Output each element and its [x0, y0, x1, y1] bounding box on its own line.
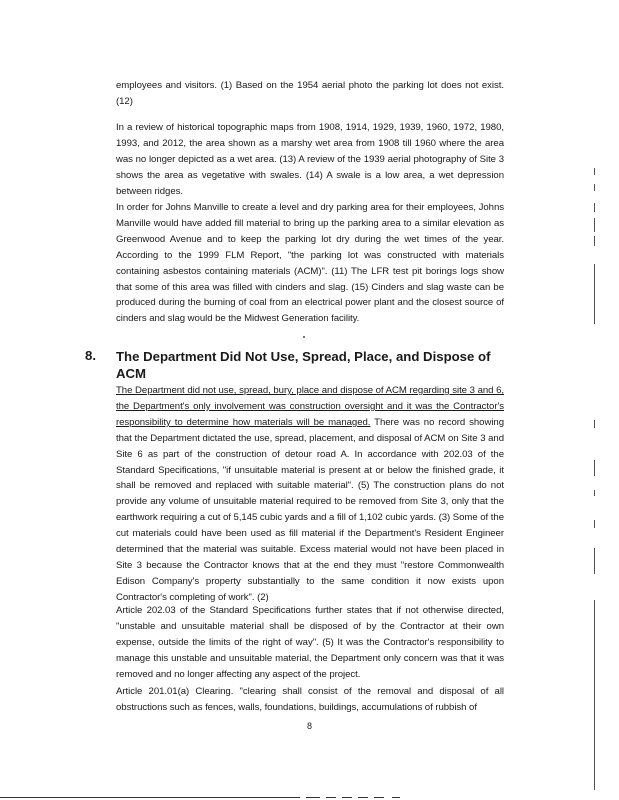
paragraph-johns-manville-fill: In order for Johns Manville to create a level and dry parking area for their employees, Johns Manville would have added fill material to bring up the parking area to a similar elevation as Greenwood Avenue and to keep the parking lot dry during the wet times of the year. According to the 1999 FLM Report, "the parking lot was constructed with materials containing asbestos containing materials (ACM)". (11) The LFR test pit borings logs show that some of this area was filled with cinders and slag. (15) Cinders and slag waste can be produced during the burning of coal from an electrical power plant and the closest source of cinders and slag would be the Midwest Generation facility.	[116, 202, 504, 325]
paragraph-department-role-text: There was no record showing that the Department dictated the use, spread, placement, and disposal of ACM on Site 3 and Site 6 as part of the construction of detour road A. In accordance with 202.03 of the Standard Specifications, "if unsuitable material is present at or below the finished grade, it shall be removed and replaced with suitable material". (5) The construction plans do not provide any volume of unsuitable material required to be removed from Site 3, only that the earthwork requiring a cut of 5,145 cubic yards and a fill of 1,102 cubic yards. (3) Some of the cut materials could have been used as fill material if the Department's Resident Engineer determined that the material was suitable. Excess material would not have been placed in Site 3 because the Contractor knows that at the end they must "restore Commonwealth Edison Company's property substantially to the same condition it now exists upon Contractor's completing of work". (2)	[116, 416, 504, 603]
margin-change-bar	[594, 203, 595, 212]
section-number: 8.	[85, 348, 96, 363]
bottom-edge-dash	[392, 797, 400, 798]
bottom-edge-dash	[342, 797, 352, 798]
page-number: 8	[306, 721, 312, 731]
margin-change-bar	[594, 184, 595, 191]
margin-change-bar	[594, 420, 595, 428]
paragraph-topographic-maps: In a review of historical topographic maps from 1908, 1914, 1929, 1939, 1960, 1972, 1980, 1993, and 2012, the area shown as a marshy wet area from 1908 till 1960 where the area was no longer depicted as a wet area. (13) A review of the 1939 aerial photography of Site 3 shows the area as vegetative with swales. (14) A swale is a low area, a wet depression between ridges.	[116, 122, 504, 197]
bottom-edge-dash	[306, 797, 320, 798]
margin-change-bar	[594, 236, 595, 246]
bottom-edge-dash	[326, 797, 336, 798]
paragraph-parking-lot-1954: employees and visitors. (1) Based on the 1954 aerial photo the parking lot does not exist. (12)	[116, 80, 504, 107]
paragraph-article-202-03: Article 202.03 of the Standard Specifications further states that if not otherwise directed, "unstable and unsuitable material shall be disposed of by the Contractor at their own expense, outside the limits of the right of way". (5) It was the Contractor's responsibility to manage this unstable and unsuitable material, the Department only concern was that it was removed and no longer affecting any aspect of the project.	[116, 605, 504, 680]
scan-dot-mark	[303, 336, 305, 338]
margin-change-bar	[594, 218, 595, 232]
margin-change-bar	[594, 168, 595, 175]
margin-change-bar	[594, 490, 595, 496]
bottom-edge-dash	[358, 797, 368, 798]
bottom-edge-dash	[374, 797, 384, 798]
underlined-statement: The Department did not use, spread, bury, place and dispose of ACM regarding site 3 and 6, the Department's only involvement was construction oversight and it was the Contractor's responsibility to determine how materials will be managed.	[116, 385, 504, 428]
margin-change-bar	[594, 264, 595, 324]
paragraph-article-201-01a: Article 201.01(a) Clearing. "clearing shall consist of the removal and disposal of all obstructions such as fences, walls, foundations, buildings, accumulations of rubbish of	[116, 686, 504, 713]
section-heading: The Department Did Not Use, Spread, Place, and Dispose of ACM	[116, 349, 491, 381]
paragraph-department-role	[116, 383, 504, 606]
margin-change-bar	[594, 600, 595, 790]
bottom-edge-rule	[0, 797, 300, 798]
margin-change-bar	[594, 460, 595, 476]
margin-change-bar	[594, 520, 595, 528]
margin-change-bar	[594, 548, 595, 574]
